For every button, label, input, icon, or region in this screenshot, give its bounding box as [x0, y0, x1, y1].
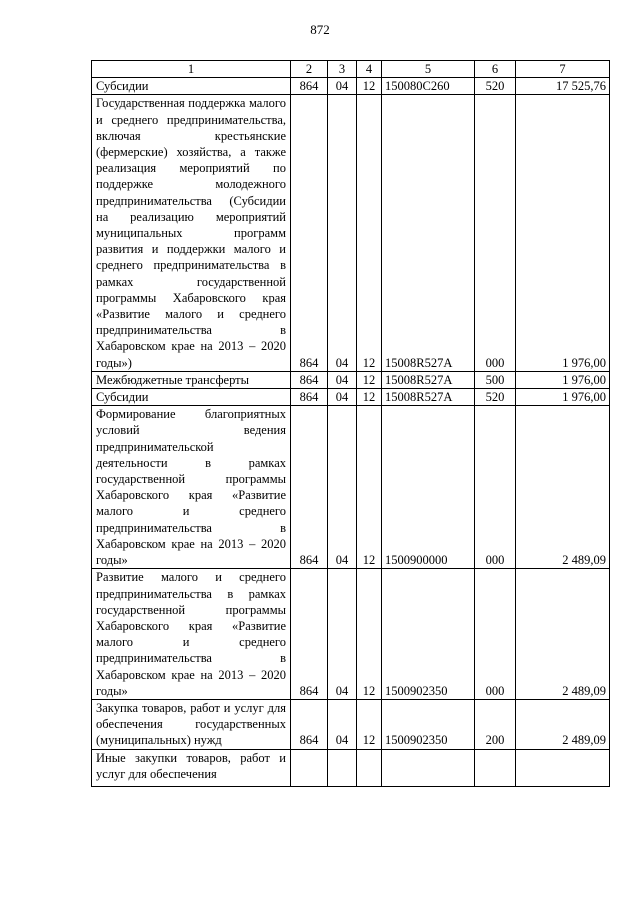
- cell-ministry-code: 864: [291, 389, 328, 406]
- cell-section-code: 04: [328, 371, 357, 388]
- cell-subsection-code: [357, 749, 382, 786]
- cell-expense-type: 520: [475, 78, 516, 95]
- cell-ministry-code: 864: [291, 78, 328, 95]
- table-row: [92, 699, 610, 749]
- cell-amount: 2 489,09: [516, 406, 610, 569]
- cell-target-article: 1500900000: [382, 406, 475, 569]
- budget-table: [91, 60, 610, 787]
- column-header: 3: [328, 61, 357, 78]
- cell-subsection-code: 12: [357, 569, 382, 700]
- row-description: Субсидии: [92, 78, 291, 95]
- cell-subsection-code: 12: [357, 406, 382, 569]
- cell-target-article: [382, 749, 475, 786]
- cell-target-article: 150080С260: [382, 78, 475, 95]
- table-row: [92, 749, 610, 786]
- cell-section-code: 04: [328, 569, 357, 700]
- row-description: Закупка товаров, работ и услуг для обеспечения государственных (муниципальных) нужд: [92, 699, 291, 749]
- row-description: Государственная поддержка малого и среднего предпринимательства, включая крестьянские (фермерские) хозяйства, а также реализация мероприятий по поддержке молодежного предпринимательства (Субсидии на реализацию мероприятий муниципальных программ развития и поддержки малого и среднего предпринимательства в рамках государственной программы Хабаровского края «Развитие малого и среднего предпринимательства в Хабаровском крае на 2013 – 2020 годы»): [92, 95, 291, 371]
- row-description: Субсидии: [92, 389, 291, 406]
- cell-amount: 1 976,00: [516, 371, 610, 388]
- table-row: [92, 95, 610, 371]
- cell-subsection-code: 12: [357, 389, 382, 406]
- row-description: Межбюджетные трансферты: [92, 371, 291, 388]
- cell-ministry-code: 864: [291, 406, 328, 569]
- cell-section-code: 04: [328, 699, 357, 749]
- cell-section-code: 04: [328, 406, 357, 569]
- cell-subsection-code: 12: [357, 371, 382, 388]
- cell-section-code: 04: [328, 95, 357, 371]
- cell-expense-type: [475, 749, 516, 786]
- cell-ministry-code: 864: [291, 569, 328, 700]
- cell-expense-type: 000: [475, 569, 516, 700]
- cell-ministry-code: 864: [291, 699, 328, 749]
- cell-subsection-code: 12: [357, 95, 382, 371]
- row-description: Формирование благоприятных условий ведения предпринимательской деятельности в рамках государственной программы Хабаровского края «Развитие малого и среднего предпринимательства в Хабаровском крае на 2013 – 2020 годы»: [92, 406, 291, 569]
- cell-subsection-code: 12: [357, 78, 382, 95]
- cell-ministry-code: 864: [291, 95, 328, 371]
- cell-expense-type: 500: [475, 371, 516, 388]
- cell-ministry-code: [291, 749, 328, 786]
- cell-target-article: 15008R527A: [382, 389, 475, 406]
- table-row: [92, 371, 610, 388]
- cell-amount: 1 976,00: [516, 95, 610, 371]
- table-row: [92, 569, 610, 700]
- cell-expense-type: 000: [475, 406, 516, 569]
- cell-target-article: 1500902350: [382, 699, 475, 749]
- cell-target-article: 15008R527A: [382, 371, 475, 388]
- cell-section-code: 04: [328, 78, 357, 95]
- table-row: [92, 389, 610, 406]
- row-description: Иные закупки товаров, работ и услуг для обеспечения: [92, 749, 291, 786]
- table-header-row: [92, 61, 610, 78]
- column-header: 2: [291, 61, 328, 78]
- column-header: 1: [92, 61, 291, 78]
- cell-amount: [516, 749, 610, 786]
- table-row: [92, 78, 610, 95]
- row-description: Развитие малого и среднего предпринимательства в рамках государственной программы Хабаровского края «Развитие малого и среднего предпринимательства в Хабаровском крае на 2013 – 2020 годы»: [92, 569, 291, 700]
- cell-amount: 1 976,00: [516, 389, 610, 406]
- cell-section-code: 04: [328, 389, 357, 406]
- column-header: 5: [382, 61, 475, 78]
- table-row: [92, 406, 610, 569]
- cell-target-article: 1500902350: [382, 569, 475, 700]
- cell-amount: 2 489,09: [516, 569, 610, 700]
- cell-expense-type: 200: [475, 699, 516, 749]
- column-header: 7: [516, 61, 610, 78]
- cell-amount: 17 525,76: [516, 78, 610, 95]
- page-number: 872: [310, 22, 330, 37]
- cell-ministry-code: 864: [291, 371, 328, 388]
- cell-amount: 2 489,09: [516, 699, 610, 749]
- cell-section-code: [328, 749, 357, 786]
- column-header: 4: [357, 61, 382, 78]
- column-header: 6: [475, 61, 516, 78]
- cell-expense-type: 520: [475, 389, 516, 406]
- cell-expense-type: 000: [475, 95, 516, 371]
- cell-target-article: 15008R527A: [382, 95, 475, 371]
- cell-subsection-code: 12: [357, 699, 382, 749]
